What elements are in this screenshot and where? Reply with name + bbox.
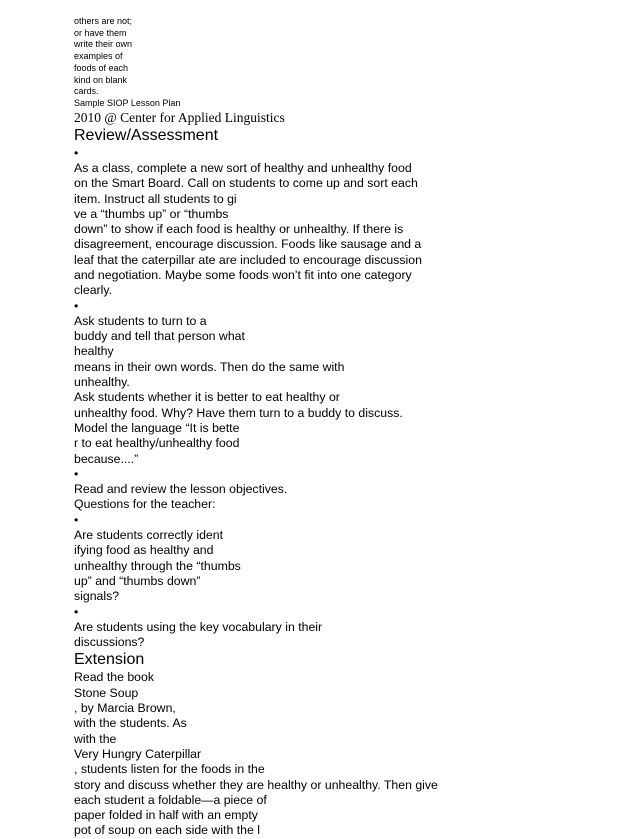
intro-line: cards. (74, 86, 99, 97)
intro-line: others are not; (74, 16, 133, 26)
intro-line: kind on blank (74, 74, 128, 85)
body-line: story and discuss whether they are healthy or unhealthy. Then give (74, 777, 438, 792)
body-line: • (74, 466, 79, 481)
copyright-line: 2010 @ Center for Applied Linguistics (74, 109, 285, 125)
intro-line: foods of each (74, 62, 129, 73)
body-line: unhealthy food. Why? Have them turn to a buddy to discuss. (74, 405, 403, 420)
body-line: Ask students to turn to a (74, 313, 207, 328)
body-line: Very Hungry Caterpillar (74, 746, 202, 761)
body-line: ve a “thumbs up” or “thumbs (74, 206, 229, 221)
body-line: As a class, complete a new sort of healthy and unhealthy food (74, 160, 412, 175)
section-body (74, 146, 614, 651)
body-line: unhealthy through the “thumbs (74, 558, 241, 573)
running-header: Sample SIOP Lesson Plan (74, 97, 181, 108)
body-line: each student a foldable—a piece of (74, 792, 267, 807)
intro-line: examples of (74, 51, 123, 62)
body-line: , by Marcia Brown, (74, 701, 176, 716)
body-line: Model the language “It is bette (74, 420, 240, 435)
body-line: Read and review the lesson objectives. (74, 482, 288, 497)
body-line: clearly. (74, 283, 113, 298)
body-line: discussions? (74, 635, 145, 650)
body-line: Read the book (74, 670, 154, 685)
body-line: Ask students whether it is better to eat healthy or (74, 390, 340, 405)
body-line: leaf that the caterpillar ate are included to encourage discussion (74, 252, 422, 267)
document-page (74, 16, 614, 839)
review-section (74, 126, 614, 651)
body-line: unhealthy. (74, 375, 130, 390)
body-line: item. Instruct all students to gi (74, 191, 237, 206)
body-line: Questions for the teacher: (74, 497, 216, 512)
body-line: r to eat healthy/unhealthy food (74, 436, 240, 451)
body-line: ifying food as healthy and (74, 543, 214, 558)
body-line: disagreement, encourage discussion. Foods like sausage and a (74, 237, 422, 252)
body-line: and negotiation. Maybe some foods won’t fit into one category (74, 268, 412, 282)
body-line: because....” (74, 451, 139, 466)
section-body (74, 670, 614, 838)
body-line: Are students using the key vocabulary in their (74, 619, 323, 634)
body-line: buddy and tell that person what (74, 329, 245, 344)
body-line: with the students. As (74, 716, 187, 731)
body-line: • (74, 512, 79, 527)
body-line: paper folded in half with an empty (74, 808, 258, 823)
body-line: • (74, 145, 79, 160)
body-line: , students listen for the foods in the (74, 762, 265, 777)
body-line: means in their own words. Then do the same with (74, 359, 345, 374)
body-line: healthy (74, 344, 114, 359)
body-line: with the (74, 731, 117, 746)
body-line: signals? (74, 589, 120, 604)
section-heading: Review/Assessment (74, 126, 219, 144)
extension-section (74, 650, 614, 838)
body-line: Stone Soup (74, 685, 139, 700)
intro-fragment (74, 16, 614, 110)
section-heading: Extension (74, 651, 145, 669)
body-line: pot of soup on each side with the l (74, 823, 260, 838)
body-line: Are students correctly ident (74, 528, 223, 543)
body-line: up” and “thumbs down” (74, 573, 201, 588)
body-line: • (74, 298, 79, 313)
body-line: on the Smart Board. Call on students to come up and sort each (74, 176, 418, 191)
body-line: down” to show if each food is healthy or unhealthy. If there is (74, 222, 404, 237)
intro-line: or have them (74, 27, 127, 38)
intro-line: write their own (74, 39, 133, 50)
body-line: • (74, 604, 79, 619)
